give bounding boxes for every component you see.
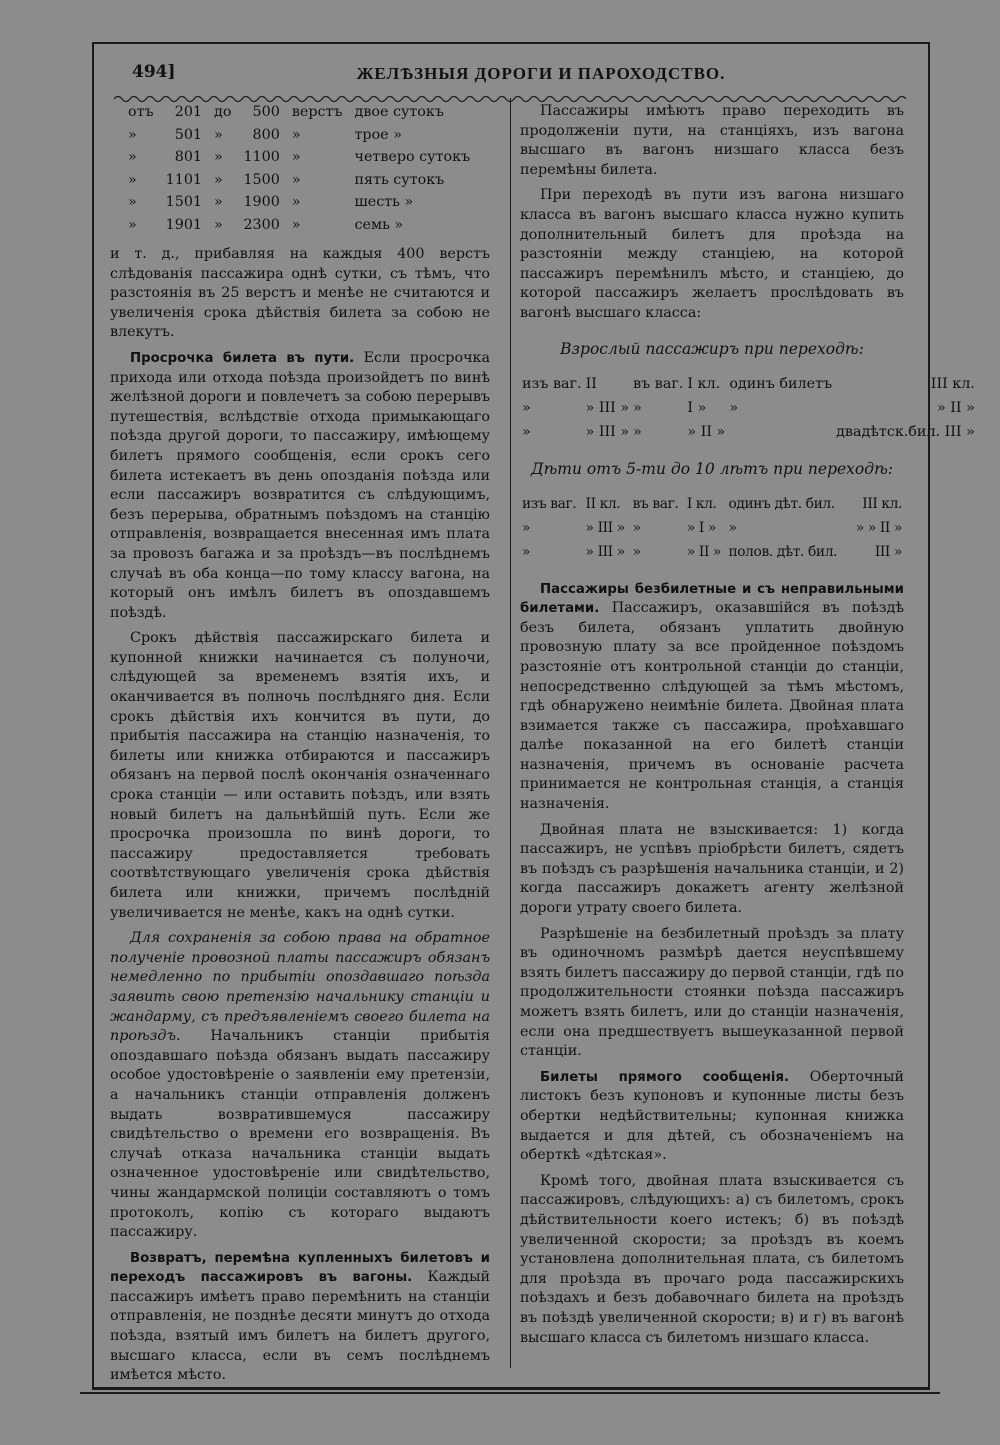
right-column [520, 102, 975, 1354]
schedule-row [122, 192, 476, 215]
transfer-cell: » [522, 543, 531, 560]
transfer-cell: » III » [585, 423, 630, 440]
left-column [110, 102, 490, 1392]
transfer-cell: » » II » [855, 519, 902, 536]
section-heading: Возвратъ, перемѣна купленныхъ билетовъ и переходъ пассажировъ въ вагоны. [110, 1250, 490, 1286]
schedule-cell: 1500 [243, 171, 280, 188]
schedule-cell: пять сутокъ [354, 171, 445, 188]
transfer-cell [727, 420, 834, 444]
schedule-cell: семь » [354, 216, 404, 233]
adult-transfer-table [520, 372, 977, 444]
schedule-cell: » [128, 194, 137, 210]
schedule-cell: 1100 [243, 149, 280, 165]
schedule-cell: » [291, 194, 301, 210]
schedule-cell: отъ [128, 104, 154, 120]
running-title: ЖЕЛѢЗНЫЯ ДОРОГИ И ПАРОХОДСТВО. [356, 64, 726, 83]
schedule-cell: » [128, 216, 137, 233]
schedule-cell: » [128, 126, 137, 143]
schedule-cell: » [291, 171, 301, 188]
schedule-cell: » [214, 194, 223, 210]
transfer-cell: » III » [585, 519, 625, 536]
kids-transfer-table [520, 492, 904, 564]
column-divider [510, 98, 511, 1368]
transfer-cell: I » [687, 399, 707, 416]
transfer-cell: » II » [687, 423, 726, 440]
transfer-cell: I кл. [686, 495, 717, 512]
schedule-cell: четверо сутокъ [354, 149, 471, 165]
schedule-cell: » [214, 149, 223, 165]
adult-transfer-heading: Взрослый пассажиръ при переходѣ: [560, 339, 864, 358]
transfer-cell: » III » [585, 543, 625, 560]
schedule-row [122, 170, 476, 193]
transfer-row [520, 492, 904, 516]
transfer-cell: въ ваг. [633, 375, 684, 392]
transfer-cell: одинъ дѣт. бил. [728, 495, 835, 512]
section-heading: Билеты прямого сообщенія. [540, 1069, 790, 1085]
transfer-cell: изъ ваг. [522, 495, 577, 512]
transfer-row [520, 420, 977, 444]
schedule-row [122, 147, 476, 170]
transfer-row [520, 372, 977, 396]
kids-transfer-heading: Дѣти отъ 5-ти до 10 лѣтъ при переходѣ: [531, 459, 893, 478]
schedule-row [122, 102, 476, 125]
schedule-cell: » [214, 216, 223, 233]
schedule-cell: » [214, 126, 223, 143]
schedule-cell: 2300 [243, 216, 280, 233]
transfer-cell: » II » [686, 543, 722, 560]
transfer-cell: II кл. [585, 495, 621, 512]
transfer-cell: » [522, 423, 531, 440]
section-heading: Просрочка билета въ пути. [130, 350, 355, 366]
transfer-cell: III » [874, 543, 902, 560]
transfer-cell: » [633, 399, 642, 416]
transfer-cell: » I » [686, 519, 716, 536]
transfer-row [520, 516, 904, 540]
section-heading: Пассажиры безбилетные и съ неправильными билетами. [520, 581, 904, 617]
schedule-cell: » [128, 171, 137, 188]
transfer-cell: » [729, 399, 739, 416]
paragraph: Пассажиры безбилетные и съ неправильными билетами. Пассажиръ, оказавшійся въ поѣздѣ безъ билета, обязанъ уплатить двойную провозную плату за все пройденное поѣздомъ разстояніе отъ контрольной станціи до станціи, непосредственно слѣдующей за тѣмъ мѣстомъ, гдѣ обнаружено неимѣніе билета. Двойная плата взимается также съ пассажира, проѣхавшаго далѣе показанной на его билетѣ станціи назначенія, причемъ въ основаніе расчета принимается не контрольная станція, а станція назначенія. [520, 581, 904, 813]
bottom-rule [80, 1392, 940, 1394]
transfer-cell: » [522, 399, 531, 416]
schedule-cell: трое » [354, 126, 402, 143]
page-frame [92, 42, 975, 1390]
paragraph: Кромѣ того, двойная плата взыскивается съ пассажировъ, слѣдующихъ: а) съ билетомъ, срокъ дѣйствительности коего истекъ; б) въ поѣздѣ увеличенной скорости; за проѣздъ въ коемъ установлена дополнительная плата, съ билетомъ для проѣзда въ прочаго рода пассажирскихъ поѣздахъ и безъ добавочнаго билета на проѣздъ въ поѣздѣ увеличенной скорости; в) и г) въ вагонѣ высшаго класса съ билетомъ низшаго класса. [520, 1172, 904, 1346]
schedule-cell: до [214, 104, 232, 120]
transfer-cell: одинъ билетъ [729, 375, 833, 392]
paragraph: При переходѣ въ пути изъ вагона низшаго класса въ вагонъ высшаго класса нужно купить дополнительный билетъ для проѣзда на разстояніи между станціею, на которой пассажиръ перемѣнилъ мѣсто, и станціею, до которой пассажиръ желаетъ прослѣдовать въ вагонѣ высшаго класса: [520, 187, 904, 321]
schedule-cell: шесть » [354, 194, 414, 210]
transfer-cell: II [585, 375, 597, 392]
schedule-cell: 801 [174, 149, 203, 165]
transfer-cell: » [632, 543, 641, 560]
paragraph: Билеты прямого сообщенія. Оберточный листокъ безъ купоновъ и купонные листы безъ обертки недѣйствительны; купонная книжка выдается и для дѣтей, съ обозначеніемъ на оберткѣ «дѣтская». [520, 1068, 904, 1164]
schedule-cell: двое сутокъ [354, 104, 444, 120]
transfer-cell: » [633, 423, 642, 440]
schedule-row [122, 215, 476, 238]
transfer-cell: въ ваг. [632, 495, 679, 512]
paragraph: Пассажиры имѣютъ право переходить въ продолженіи пути, на станціяхъ, изъ вагона высшаго въ вагонъ низшаго класса безъ перемѣны билета. [520, 103, 904, 178]
italic-passage: Для сохраненія за собою права на обратное полученіе провозной платы пассажиръ обязанъ немедленно по прибытіи опоздавшаго поѣзда заявить свою претензію начальнику станціи и жандарму, съ предъявленіемъ своего билета на проѣздъ. [110, 930, 490, 1045]
page-number: 494] [132, 62, 176, 82]
transfer-cell: III кл. [930, 375, 975, 392]
schedule-cell: 500 [252, 104, 280, 120]
schedule-cell: 201 [174, 104, 203, 120]
schedule-cell: » [291, 216, 301, 233]
schedule-cell: » [291, 149, 301, 165]
schedule-cell: верстъ [291, 104, 343, 120]
transfer-cell: » II » [936, 399, 975, 416]
schedule-cell: 501 [174, 126, 203, 143]
paragraph: Возвратъ, перемѣна купленныхъ билетовъ и переходъ пассажировъ въ вагоны. Каждый пассажиръ имѣетъ право перемѣнить на станціи отправленія, не позднѣе десяти минутъ до отхода поѣзда, взятый имъ билетъ на билетъ другого, высшаго класса, если въ семъ послѣднемъ имѣется мѣсто. [110, 1250, 491, 1384]
transfer-cell: I кл. [687, 375, 721, 392]
transfer-cell: » [522, 519, 531, 536]
transfer-cell: III кл. [862, 495, 902, 512]
transfer-row [520, 396, 977, 420]
schedule-cell: » [128, 149, 137, 165]
transfer-cell: » [632, 519, 641, 536]
paragraph: Для сохраненія за собою права на обратное полученіе провозной платы пассажиръ обязанъ немедленно по прибытіи опоздавшаго поѣзда заявить свою претензію начальнику станціи и жандарму, съ предъявленіемъ своего билета на проѣздъ. Начальникъ станціи прибытія опоздавшаго поѣзда обязанъ выдать пассажиру особое удостовѣреніе о заявленіи ему претензіи, а начальникъ станціи отправленія долженъ выдать возвратившемуся пассажиру свидѣтельство о времени его возвращенія. Въ случаѣ отказа начальника станціи выдать означенное удостовѣреніе или свидѣтельство, чины жандармской полиціи составляютъ о томъ протоколъ, копію съ котораго выдаютъ пассажиру. [110, 930, 490, 1241]
paragraph: Разрѣшеніе на безбилетный проѣздъ за плату въ одиночномъ размѣрѣ дается неуспѣвшему взять билетъ пассажиру до первой станціи, гдѣ по продолжительности стоянки поѣзда пассажиръ можетъ взять билетъ, или до станціи назначенія, если она предшествуетъ вышеуказанной первой станціи. [520, 925, 904, 1060]
page-header [94, 54, 928, 94]
schedule-cell: 800 [252, 126, 280, 143]
paragraph: Просрочка билета въ пути. Если просрочка прихода или отхода поѣзда произойдетъ по винѣ желѣзной дороги и повлечетъ за собою перерывъ путешествія, вслѣдствіе отхода примыкающаго поѣзда другой дороги, то пассажиру, имѣющему билетъ прямого сообщенія, если срокъ сего билета истекаетъ въ день опозданія поѣзда или если пассажиръ возвратится съ слѣдующимъ, безъ перерыва, обратнымъ поѣздомъ на станцію отправленія, возвращается внесенная имъ плата за провозъ багажа и за проѣздъ—въ послѣднемъ случаѣ въ оба конца—по тому классу вагона, на который онъ имѣлъ билетъ въ опоздавшемъ поѣздѣ. [110, 349, 490, 621]
schedule-cell: » [214, 171, 223, 188]
transfer-cell: » III » [585, 399, 630, 416]
schedule-cell: 1901 [165, 216, 203, 233]
paragraph: Двойная плата не взыскивается: 1) когда пассажиръ, не успѣвъ пріобрѣсти билетъ, сядетъ въ поѣздъ съ разрѣшенія начальника станціи, и 2) когда пассажиръ докажетъ агенту желѣзной дороги утрату своего билета. [520, 821, 904, 917]
transfer-cell: полов. дѣт. бил. [728, 543, 838, 560]
paragraph: Срокъ дѣйствія пассажирскаго билета и купонной книжки начинается съ полуночи, слѣдующей за временемъ взятія ихъ, и оканчивается въ полночь послѣдняго дня. Если срокъ дѣйствія ихъ кончится въ пути, до прибытія пассажира на станцію назначенія, то билеты или книжка отбираются и пассажиръ обязанъ на первой послѣ окончанія означеннаго срока станціи — или оставить поѣздъ, или взять новый билетъ на дальнѣйшій путь. Если же просрочка произошла по винѣ дороги, то пассажиру предоставляется требовать соотвѣтствующаго увеличенія срока дѣйствія билета или книжки, причемъ послѣдній увеличивается не менѣе, какъ на однѣ сутки. [110, 630, 490, 921]
paragraph: и т. д., прибавляя на каждыя 400 верстъ слѣдованія пассажира однѣ сутки, съ тѣмъ, что разстоянія въ 25 верстъ и менѣе не считаются и увеличенія срока дѣйствія билета за собою не влекутъ. [110, 246, 490, 341]
transfer-cell: двадѣтск.бил. III » [836, 423, 975, 440]
transfer-cell: изъ ваг. [522, 375, 582, 392]
transfer-row [520, 540, 904, 564]
schedule-cell: » [291, 126, 301, 143]
duration-schedule [122, 102, 476, 237]
transfer-cell: » [728, 519, 737, 536]
schedule-row [122, 125, 476, 148]
schedule-cell: 1101 [165, 171, 203, 188]
schedule-cell: 1900 [243, 194, 280, 210]
schedule-cell: 1501 [165, 194, 203, 210]
